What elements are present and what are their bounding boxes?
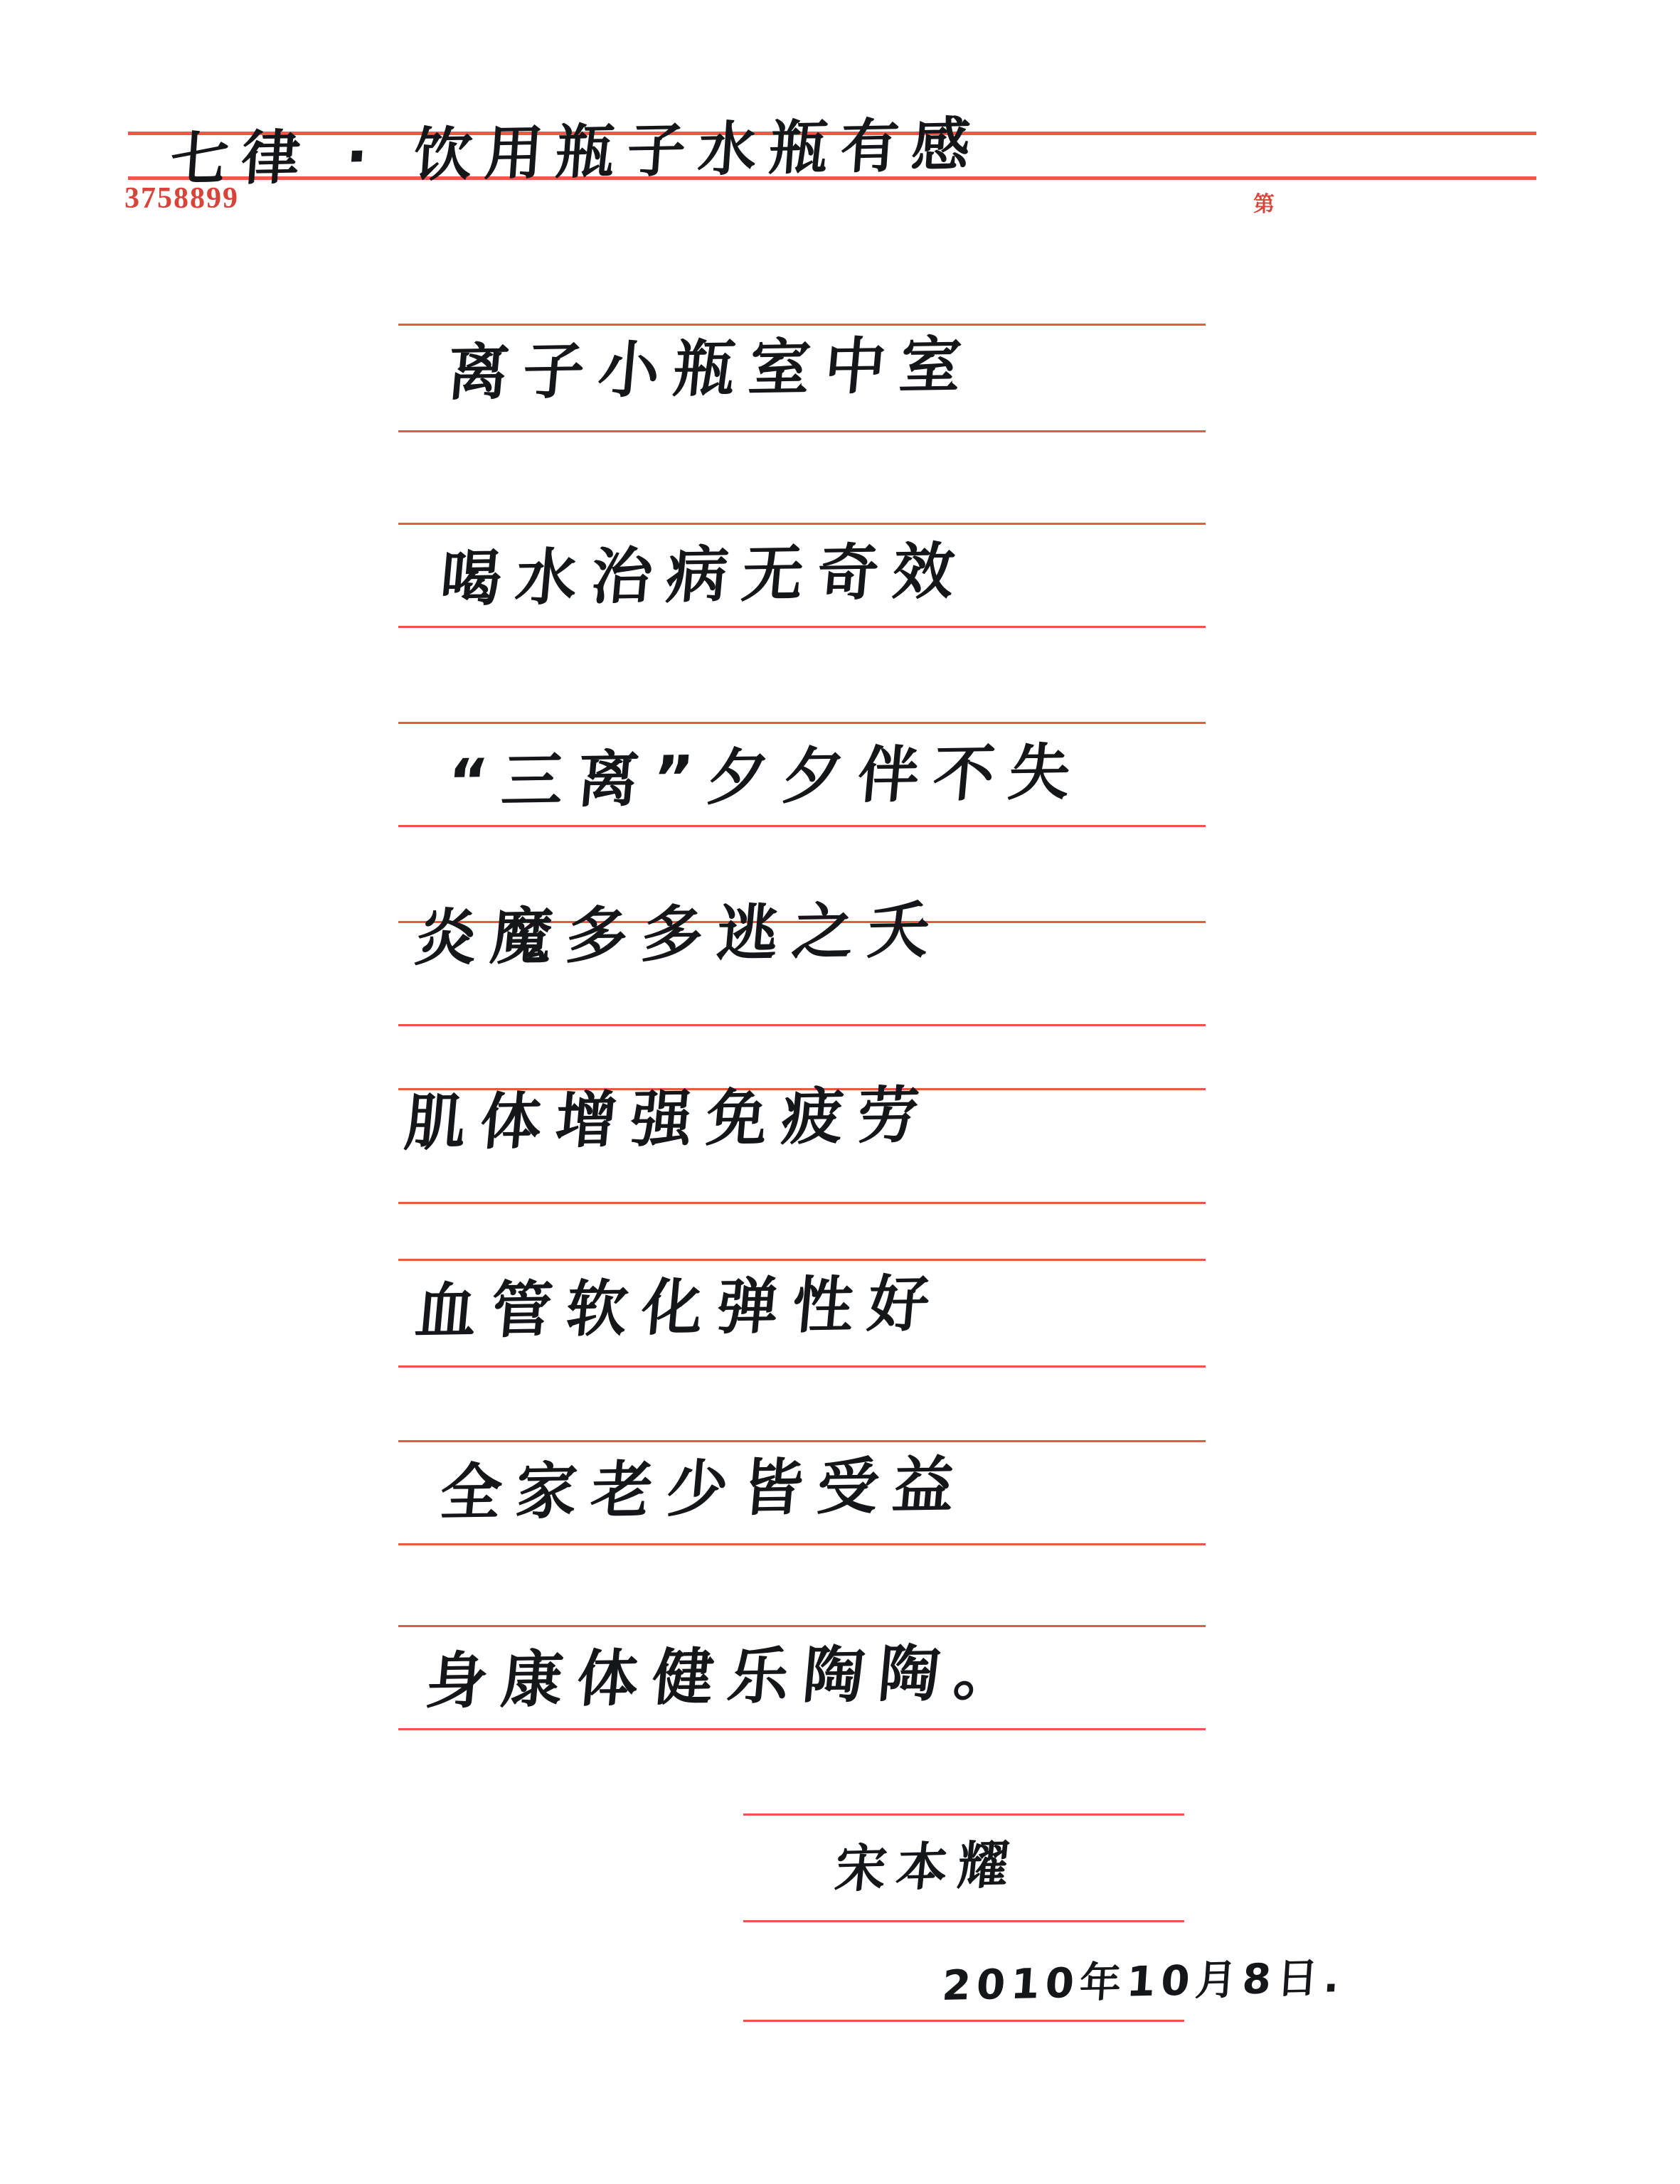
rule-line [398, 1543, 1206, 1545]
poem-line: 血管软化弹性好 [412, 1268, 947, 1348]
rule-line [398, 430, 1206, 432]
rule-line [398, 825, 1206, 827]
rule-line [398, 1202, 1206, 1204]
poem-line: 离子小瓶室中室 [444, 329, 979, 410]
rule-line [743, 1813, 1184, 1816]
poem-line: 身康体健乐陶陶。 [422, 1636, 1033, 1718]
poem-line: “三离”夕夕伴不失 [444, 736, 1088, 819]
signature-date: 2010年10月8日. [940, 1953, 1347, 2010]
rule-line [743, 2020, 1184, 2022]
poem-line: 喝水治病无奇效 [437, 536, 972, 616]
poem-title: 七律 · 饮用瓶子水瓶有感 [168, 111, 985, 195]
signature-name: 宋本耀 [832, 1834, 1022, 1900]
poem-line: 炎魔多多逃之夭 [412, 895, 947, 975]
rule-line [398, 626, 1206, 628]
rule-line [398, 1024, 1206, 1026]
rule-line [398, 1728, 1206, 1730]
poem-line: 肌体增强免疲劳 [401, 1080, 936, 1160]
rule-line [398, 1365, 1206, 1368]
poem-line: 全家老少皆受益 [437, 1449, 972, 1530]
page-mark-stamp: 第 [1253, 193, 1275, 216]
rule-line [743, 1920, 1184, 1922]
serial-number-stamp: 3758899 [124, 182, 239, 215]
